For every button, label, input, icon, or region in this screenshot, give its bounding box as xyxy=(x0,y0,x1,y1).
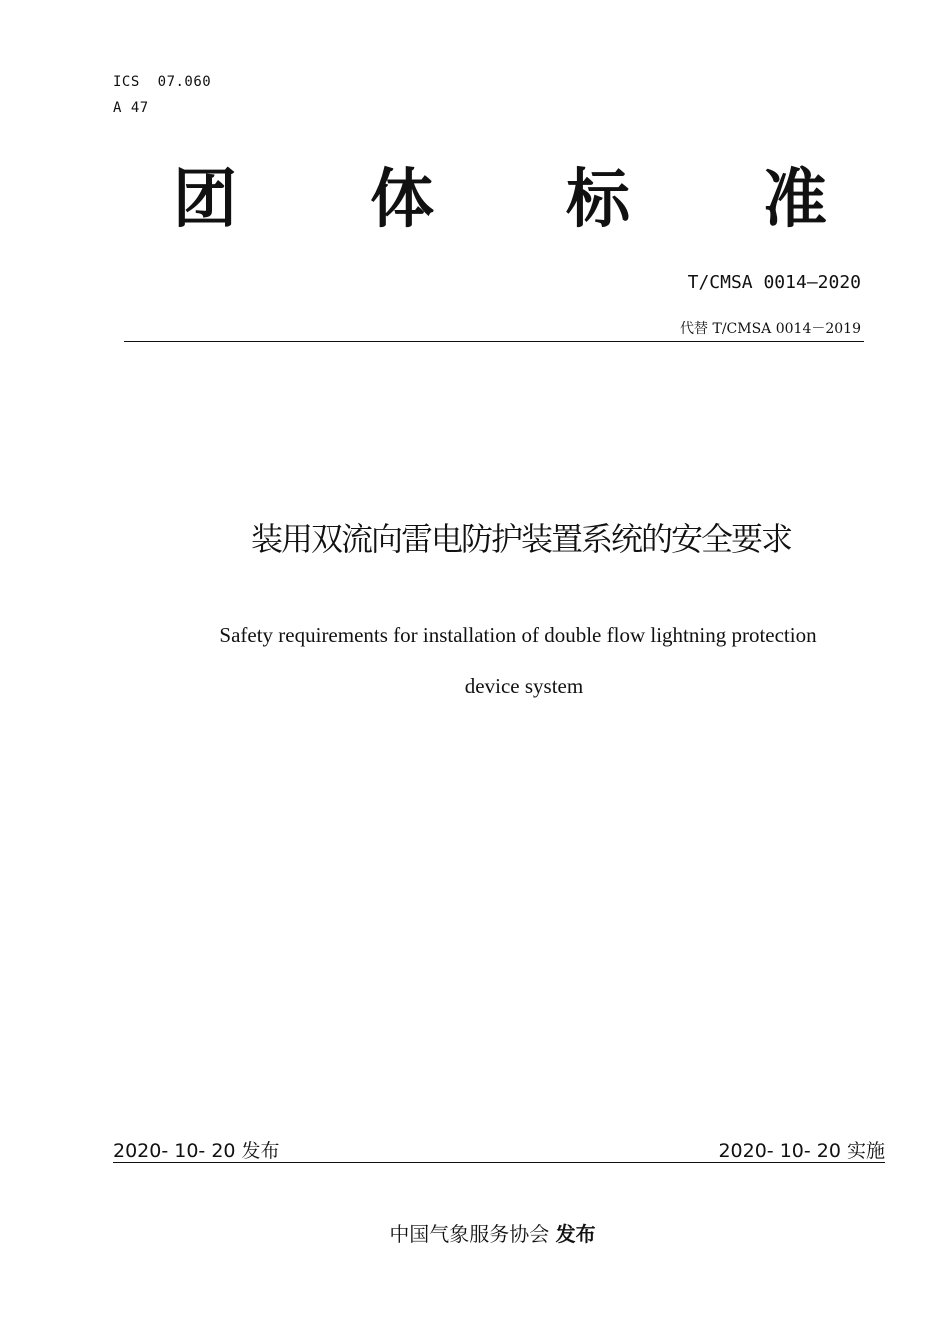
header-divider xyxy=(124,341,864,342)
publisher xyxy=(0,1218,950,1247)
document-type-char: 体 xyxy=(370,163,434,237)
standard-number: T/CMSA 0014—2020 xyxy=(687,272,861,293)
publisher-name: 中国气象服务协会 xyxy=(389,1222,550,1246)
document-type-char: 准 xyxy=(763,163,827,237)
document-type-char: 标 xyxy=(566,163,630,237)
issue-date: 2020- 10- 20 发布 xyxy=(113,1140,280,1162)
document-type-char: 团 xyxy=(173,163,237,237)
ics-code: ICS 07.060 xyxy=(113,74,212,90)
english-title-line-1: Safety requirements for installation of double flow lightning protection xyxy=(219,623,817,647)
ccs-code: A 47 xyxy=(113,100,149,116)
chinese-title: 装用双流向雷电防护装置系统的安全要求 xyxy=(250,520,791,558)
english-title-line-2: device system xyxy=(464,674,584,698)
document-type-heading xyxy=(0,160,950,240)
replaces-standard: 代替 T/CMSA 0014－2019 xyxy=(680,321,861,337)
footer-divider xyxy=(113,1162,885,1163)
publisher-action: 发布 xyxy=(555,1222,596,1246)
implementation-date: 2020- 10- 20 实施 xyxy=(718,1140,885,1162)
